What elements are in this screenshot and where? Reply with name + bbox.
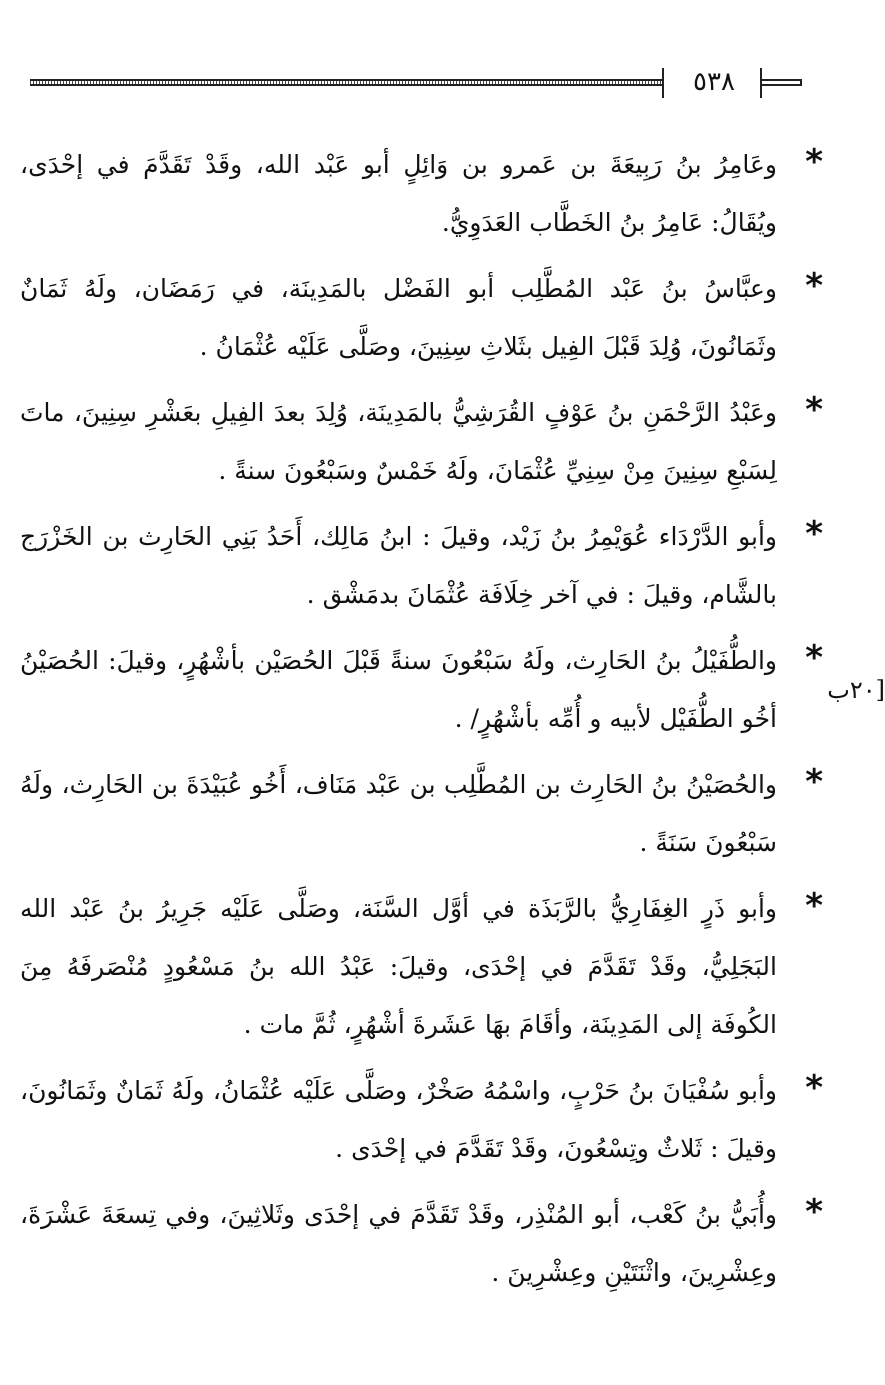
asterisk-bullet-icon: * bbox=[805, 390, 823, 430]
entry-text: وأبو سُفْيَانَ بنُ حَرْبٍ، واسْمُهُ صَخْرٌ، وصَلَّى عَلَيْه عُثْمَانُ، ولَهُ ثَمَانٌ وثَمَانُونَ، وقيلَ : ثَلاثٌ وتِسْعُونَ، وقَدْ تَقَدَّمَ في إحْدَى . bbox=[20, 1076, 777, 1163]
header-rule-long bbox=[30, 79, 662, 86]
header-rule-separator bbox=[662, 68, 664, 98]
asterisk-bullet-icon: * bbox=[805, 1068, 823, 1108]
entry bbox=[20, 508, 835, 624]
entry-text: والحُصَيْنُ بنُ الحَارِث بن المُطَّلِب بن عَبْد مَنَاف، أَخُو عُبَيْدَةَ بن الحَارِث، ولَهُ سَبْعُونَ سَنَةً . bbox=[20, 770, 777, 857]
page-header bbox=[30, 66, 802, 96]
entry-text: وعَبْدُ الرَّحْمَنِ بنُ عَوْفٍ القُرَشِيُّ بالمَدِينَة، وُلِدَ بعدَ الفِيلِ بعَشْرِ سِنِينَ، ماتَ لِسَبْعِ سِنِينَ مِنْ سِنِيِّ عُثْمَانَ، ولَهُ خَمْسٌ وسَبْعُونَ سنةً . bbox=[20, 398, 777, 485]
asterisk-bullet-icon: * bbox=[805, 638, 823, 678]
entry bbox=[20, 1062, 835, 1178]
entry-text: وأبو ذَرٍ الغِفَارِيُّ بالرَّبَذَة في أوَّل السَّنَة، وصَلَّى عَلَيْه جَرِيرُ بنُ عَبْد الله البَجَلِيُّ، وقَدْ تَقَدَّمَ في إحْدَى، وقيلَ: عَبْدُ الله بنُ مَسْعُودٍ مُنْصَرفَهُ مِنَ الكُوفَة إلى المَدِينَة، وأقَامَ بهَا عَشَرةَ أشْهُرٍ، ثُمَّ مات . bbox=[20, 894, 777, 1039]
entry bbox=[20, 260, 835, 376]
entry bbox=[20, 880, 835, 1054]
asterisk-bullet-icon: * bbox=[805, 142, 823, 182]
asterisk-bullet-icon: * bbox=[805, 1192, 823, 1232]
asterisk-bullet-icon: * bbox=[805, 266, 823, 306]
manuscript-folio-note: [٢٠ب bbox=[827, 676, 885, 704]
entry-text: وعبَّاسُ بنُ عَبْد المُطَّلِب أبو الفَضْل بالمَدِينَة، في رَمَضَان، ولَهُ ثَمَانٌ وثَمَانُونَ، وُلِدَ قَبْلَ الفِيل بثَلاثِ سِنِينَ، وصَلَّى عَلَيْه عُثْمَانُ . bbox=[20, 274, 777, 361]
header-rule-short bbox=[762, 79, 802, 86]
asterisk-bullet-icon: * bbox=[805, 514, 823, 554]
entry bbox=[20, 756, 835, 872]
asterisk-bullet-icon: * bbox=[805, 762, 823, 802]
entry-text: وأُبَيُّ بنُ كَعْب، أبو المُنْذِر، وقَدْ تَقَدَّمَ في إحْدَى وثَلاثِينَ، وفي تِسعَةَ عَشْرَةَ، وعِشْرِينَ، واثْنَتَيْنِ وعِشْرِينَ . bbox=[20, 1200, 777, 1287]
entry bbox=[20, 384, 835, 500]
entries-list bbox=[20, 136, 835, 1310]
entry bbox=[20, 632, 835, 748]
entry bbox=[20, 136, 835, 252]
page-number: ٥٣٨ bbox=[693, 67, 735, 97]
entry bbox=[20, 1186, 835, 1302]
asterisk-bullet-icon: * bbox=[805, 886, 823, 926]
entry-text: وعَامِرُ بنُ رَبِيعَةَ بن عَمرو بن وَائِلٍ أبو عَبْد الله، وقَدْ تَقَدَّمَ في إحْدَى، ويُقَالُ: عَامِرُ بنُ الخَطَّاب العَدَوِيُّ. bbox=[20, 150, 777, 237]
entry-text: وأبو الدَّرْدَاء عُوَيْمِرُ بنُ زَيْد، وقيلَ : ابنُ مَالِك، أَحَدُ بَنِي الحَارِث بن الخَزْرَج بالشَّام، وقيلَ : في آخر خِلَافَة عُثْمَانَ بدمَشْق . bbox=[20, 522, 777, 609]
entry-text: والطُّفَيْلُ بنُ الحَارِث، ولَهُ سَبْعُونَ سنةً قَبْلَ الحُصَيْن بأشْهُرٍ، وقيلَ: الحُصَيْنُ أخُو الطُّفَيْل لأبيه و أُمِّه بأشْهُرٍ/ . bbox=[20, 646, 777, 733]
